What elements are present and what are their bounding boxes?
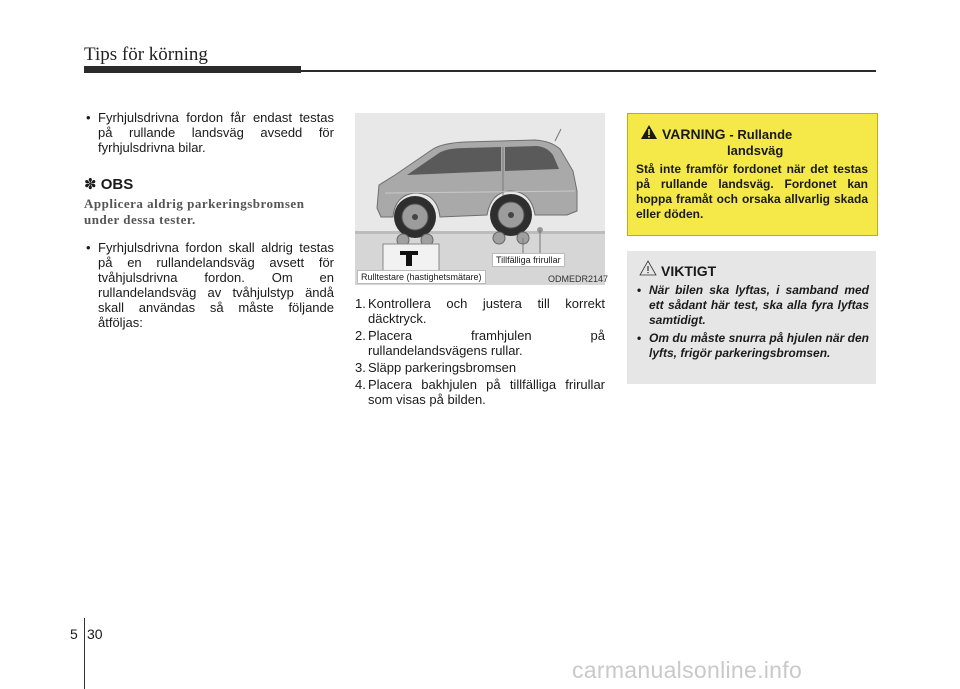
header-rule-thin [301, 70, 876, 72]
footer-divider [84, 618, 85, 689]
obs-note: Applicera aldrig parkeringsbromsen under dessa tester. [84, 196, 305, 227]
warning-subtitle: landsväg [727, 143, 784, 158]
warning-triangle-icon [640, 124, 658, 140]
watermark: carmanualsonline.info [572, 657, 803, 683]
procedure-steps [355, 296, 605, 409]
important-item: • När bilen ska lyftas, i samband med ett sådant här test, ska alla fyra lyftas samtidigt. [635, 283, 869, 328]
left-column [84, 110, 334, 330]
important-list [635, 283, 869, 364]
important-box [627, 251, 876, 384]
car-on-rollers-drawing [355, 113, 605, 285]
step-item: 1. Kontrollera och justera till korrekt däcktryck. [355, 296, 605, 326]
label-roller-tester: Rulltestare (hastighetsmätare) [357, 270, 486, 284]
caution-triangle-icon [639, 259, 657, 277]
bullet-2wd-dyno: • Fyrhjulsdrivna fordon skall aldrig testas på en rullandelandsväg avsett för tvåhjulsdrivna fordon. Om en rullandelandsväg av tvåhjulstyp ändå skall användas så måste följande åtföljas: [84, 240, 334, 330]
warning-box [627, 113, 878, 236]
bullet-4wd-testing: • Fyrhjulsdrivna fordon får endast testas på rullande landsväg avsedd för fyrhjulsdrivna bilar. [84, 110, 334, 155]
page-section-number: 5 [70, 626, 78, 642]
illustration-code: ODMEDR2147 [548, 274, 609, 284]
step-item: 4. Placera bakhjulen på tillfälliga frirullar som visas på bilden. [355, 377, 605, 407]
header-rule-thick [84, 66, 301, 73]
obs-heading: ✽ OBS [84, 176, 134, 193]
warning-text: Stå inte framför fordonet när det testas på rullande landsväg. Fordonet kan hoppa framåt och orsaka allvarlig skada eller döden. [636, 162, 868, 221]
dyno-test-illustration [355, 113, 605, 285]
page-number: 30 [87, 626, 103, 642]
step-item: 2. Placera framhjulen på rullandelandsvägens rullar. [355, 328, 605, 358]
important-item: • Om du måste snurra på hjulen när den lyfts, frigör parkeringsbromsen. [635, 331, 869, 361]
step-item: 3. Släpp parkeringsbromsen [355, 360, 517, 375]
important-title: VIKTIGT [661, 263, 717, 279]
warning-title: VARNING - Rullande [662, 126, 793, 142]
label-temporary-free-rollers: Tillfälliga frirullar [492, 253, 565, 267]
page-header-title: Tips för körning [84, 44, 208, 65]
